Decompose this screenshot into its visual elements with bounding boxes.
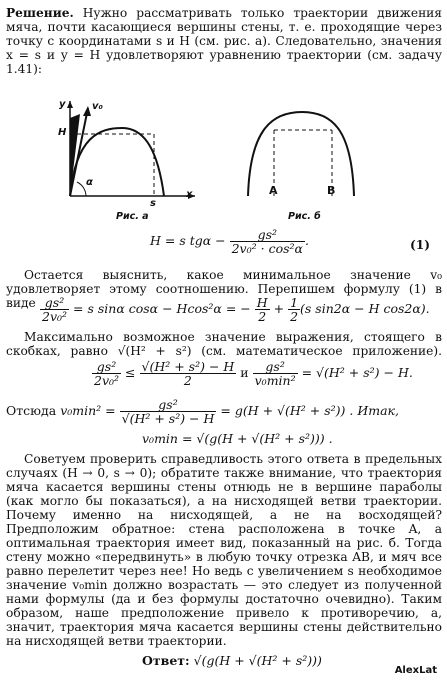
equation-1-number: (1) [410, 238, 431, 252]
figure-a [50, 96, 200, 209]
signature: AlexLat [394, 665, 437, 676]
label-B: B [327, 184, 336, 197]
answer-label: Ответ: [142, 653, 190, 668]
label-H: H [58, 127, 67, 138]
eq1-numerator: gs² [230, 228, 305, 242]
paragraph-discussion: Советуем проверить справедливость этого ответа в предельных случаях (H → 0, s → 0); обратите также внимание, что траектория мяча касается вершины стены отнюдь не в вершине параболы (как могло бы показаться), а на нисходящей ветви траектории. Почему именно на нисходящей, а не на восходящей? Предположим обратное: стена расположена в точке A, а оптимальная траектория имеет вид, показанный на рис. б. Тогда стену можно «передвинуть» в любую точку отрезка AB, и мяч все равно перелетит через нее! Но ведь с увеличением s необходимое значение v₀min должно возрастать — это следует из полученной нами формулы (да и без формулы достаточно очевидно). Таким образом, наше предположение привело к противоречию, а, значит, траектория мяча касается вершины стены действительно на нисходящей ветви траектории. [6, 452, 442, 648]
eq4-num: gs² [120, 398, 217, 412]
eq2-h-fraction [255, 296, 270, 323]
eq3-fraction-3 [253, 360, 298, 387]
eq1-fraction [230, 228, 305, 255]
figure-b-drawing [240, 92, 370, 202]
label-A: A [269, 184, 278, 197]
eq2-left-den: 2v₀² [42, 309, 68, 324]
eq2-half-fraction [288, 296, 300, 323]
equation-1 [150, 228, 309, 255]
eq3-le: ≤ [125, 365, 136, 380]
answer-line [142, 654, 322, 668]
eq3-den-2: 2 [183, 373, 192, 388]
eq3-num-1: gs² [92, 360, 121, 374]
paragraph-max-value: Максимально возможное значение выражения, стоящего в скобках, равно √(H² + s²) (см. математическое приложение). [6, 330, 442, 358]
eq2-left-num: gs² [40, 296, 69, 310]
eq2-plus: + [273, 301, 285, 316]
label-y: y [59, 99, 66, 110]
eq4-lead: Отсюда [6, 403, 57, 418]
label-alpha: α [86, 177, 93, 188]
eq2-left-fraction [40, 296, 69, 323]
eq3-fraction-1 [92, 360, 121, 387]
answer-value: √(g(H + √(H² + s²))) [193, 653, 322, 668]
equation-5: v₀min = √(g(H + √(H² + s²))) . [142, 431, 333, 446]
equation-3 [92, 360, 413, 387]
eq2-tail: (s sin2α − H cos2α). [300, 301, 430, 316]
eq1-tail: . [304, 233, 309, 248]
equation-4 [6, 398, 399, 425]
figure-b [240, 92, 370, 202]
figure-a-drawing [50, 96, 200, 206]
eq1-denominator: 2v₀² · cos²α [231, 241, 303, 256]
paragraph-min-velocity: Остается выяснить, какое минимальное значение v₀ удовлетворяет этому соотношению. Перепишем формулу (1) в виде [6, 268, 442, 310]
figure-b-caption: Рис. б [288, 211, 321, 222]
solution-intro-text: Нужно рассматривать только траектории движения мяча, почти касающиеся вершины стены, т. е. проходящие через точку с координатами s и H (см. рис. а). Следовательно, значения x = s и y = H удовлетворяют уравнению траектории (см. задачу 1.41): [6, 6, 442, 76]
equation-2 [40, 296, 430, 323]
eq2-h-num: H [256, 295, 268, 310]
label-v0: v₀ [92, 101, 103, 112]
label-x: x [186, 189, 193, 200]
eq3-and: и [240, 365, 249, 380]
eq2-half-num: 1 [290, 295, 299, 310]
eq4-lhs: v₀min² = [60, 403, 116, 418]
eq3-den-3: v₀min² [254, 373, 296, 388]
eq2-half-den: 2 [290, 309, 299, 324]
eq1-lhs: H = s tgα − [150, 233, 226, 248]
eq3-den-1: 2v₀² [94, 373, 120, 388]
eq2-middle: = s sinα cosα − Hcos²α = − [73, 301, 251, 316]
eq3-tail: = √(H² + s²) − H. [301, 365, 413, 380]
eq3-num-3: gs² [253, 360, 298, 374]
solution-label: Решение. [6, 6, 74, 20]
eq4-tail: = g(H + √(H² + s²)) . Итак, [220, 403, 399, 418]
eq2-h-den: 2 [258, 309, 267, 324]
eq4-fraction [120, 398, 217, 425]
eq3-fraction-2 [140, 360, 237, 387]
eq3-num-2: √(H² + s²) − H [141, 359, 235, 374]
solution-intro-paragraph [6, 6, 442, 76]
figure-a-caption: Рис. а [116, 211, 149, 222]
eq4-den: √(H² + s²) − H [121, 411, 215, 426]
label-s: s [150, 198, 156, 209]
